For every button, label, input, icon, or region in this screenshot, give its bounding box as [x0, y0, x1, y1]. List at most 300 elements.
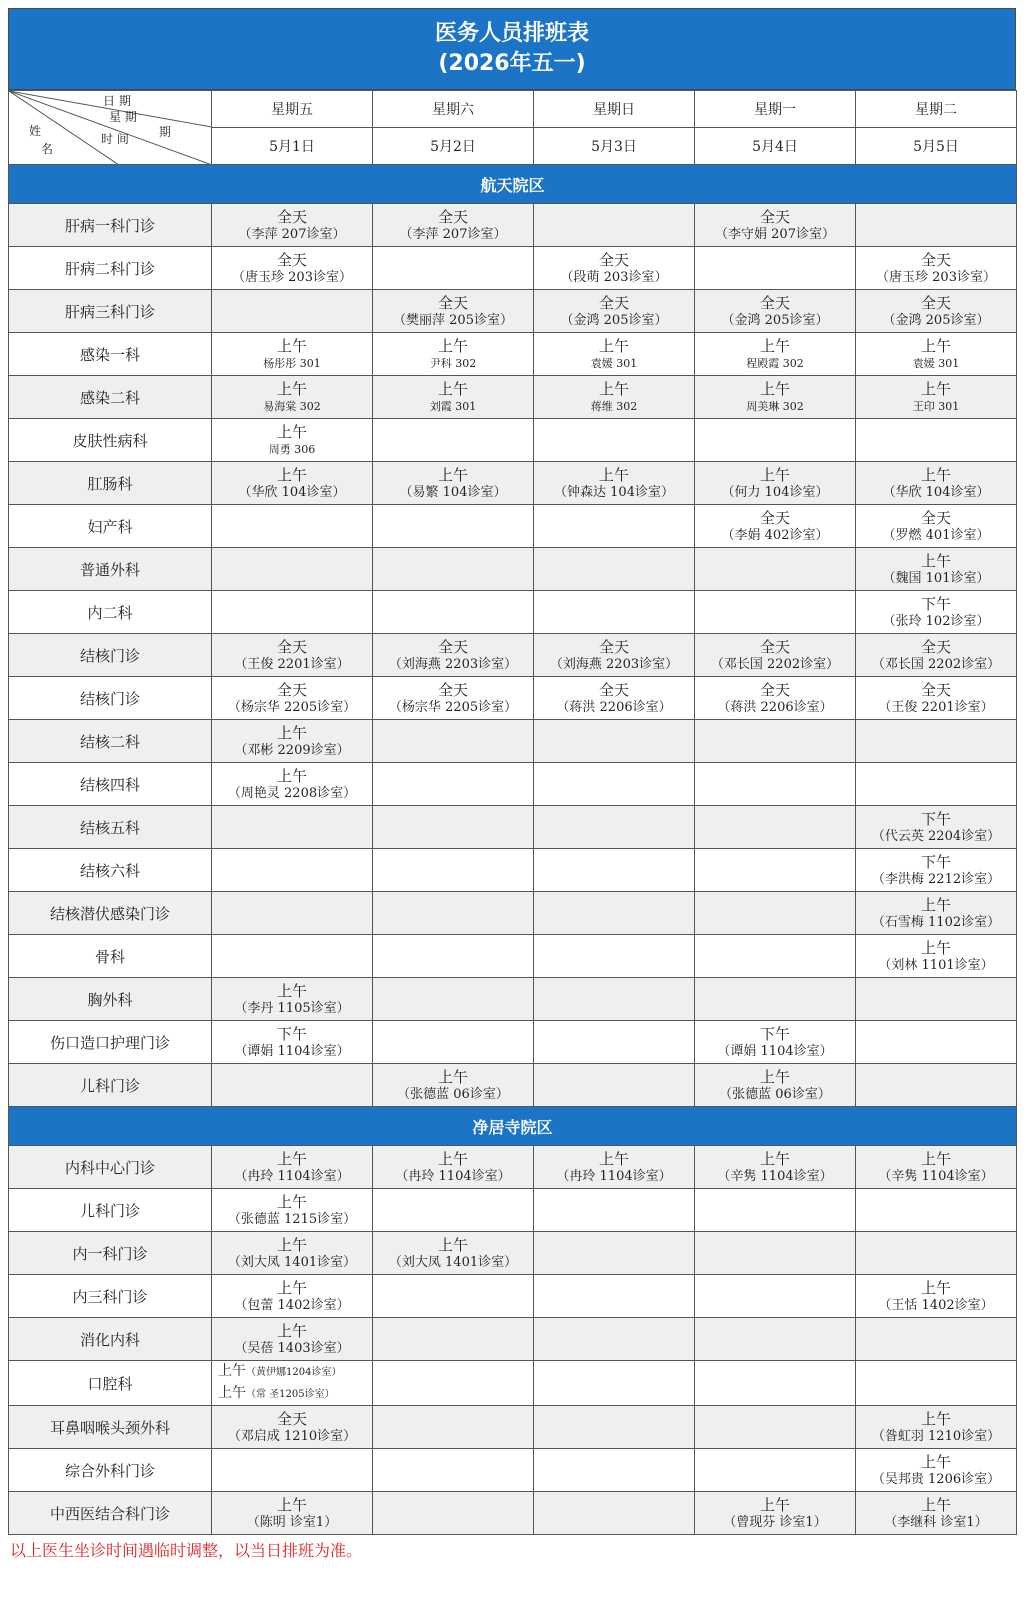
schedule-cell [212, 1406, 373, 1449]
schedule-cell [856, 1449, 1017, 1492]
shift-label: 上午 [920, 551, 951, 570]
department-name: 肝病三科门诊 [9, 290, 212, 333]
section-header: 航天院区 [9, 165, 1017, 204]
doctor-room: 杨彤彤 301 [263, 356, 321, 370]
shift-label: 上午 [598, 379, 629, 398]
schedule-cell [534, 1021, 695, 1064]
schedule-cell [212, 333, 373, 376]
shift-label: 上午 [920, 1278, 951, 1297]
shift-label: 下午 [920, 594, 951, 613]
department-name: 普通外科 [9, 548, 212, 591]
schedule-row [9, 1492, 1017, 1535]
schedule-cell [695, 333, 856, 376]
shift-label: 全天 [759, 293, 790, 312]
shift-label: 全天 [598, 637, 629, 656]
schedule-cell [534, 1064, 695, 1107]
department-name: 内三科门诊 [9, 1275, 212, 1318]
doctor-room: 蒋维 302 [590, 399, 638, 413]
schedule-row [9, 1406, 1017, 1449]
shift-label: 上午 [759, 1495, 790, 1514]
schedule-cell [373, 462, 534, 505]
department-name: 中西医结合科门诊 [9, 1492, 212, 1535]
department-name: 结核门诊 [9, 677, 212, 720]
department-name: 胸外科 [9, 978, 212, 1021]
schedule-row [9, 634, 1017, 677]
shift-label: 全天 [276, 680, 307, 699]
schedule-row [9, 1275, 1017, 1318]
shift-label: 全天 [759, 680, 790, 699]
shift-label: 上午 [598, 465, 629, 484]
weekday-header: 星期一 [695, 91, 856, 128]
schedule-cell [534, 806, 695, 849]
shift-label: 上午 [276, 1235, 307, 1254]
shift-label: 下午 [276, 1024, 307, 1043]
doctor-room: （冉玲 1104诊室） [556, 1168, 672, 1184]
schedule-row [9, 720, 1017, 763]
weekday-header: 星期六 [373, 91, 534, 128]
schedule-cell [534, 1361, 695, 1406]
schedule-cell [373, 763, 534, 806]
schedule-cell [534, 1449, 695, 1492]
section-header: 净居寺院区 [9, 1107, 1017, 1146]
schedule-row [9, 247, 1017, 290]
schedule-cell [373, 1064, 534, 1107]
doctor-room: （周艳灵 2208诊室） [227, 785, 357, 801]
schedule-cell [695, 591, 856, 634]
shift-label: 上午 [276, 422, 307, 441]
schedule-cell [534, 892, 695, 935]
schedule-cell [212, 591, 373, 634]
date-header: 5月3日 [534, 128, 695, 165]
schedule-row [9, 1361, 1017, 1406]
weekday-header: 星期日 [534, 91, 695, 128]
schedule-cell [212, 720, 373, 763]
schedule-cell [856, 1492, 1017, 1535]
corner-label-name-b: 名 [41, 142, 54, 156]
weekday-header: 星期五 [212, 91, 373, 128]
schedule-cell [534, 978, 695, 1021]
schedule-row [9, 1189, 1017, 1232]
schedule-cell [212, 1021, 373, 1064]
schedule-cell [534, 1146, 695, 1189]
schedule-cell [534, 462, 695, 505]
schedule-row [9, 1318, 1017, 1361]
schedule-cell [373, 591, 534, 634]
schedule-cell [373, 1146, 534, 1189]
schedule-cell [212, 1064, 373, 1107]
doctor-room: （王俊 2201诊室） [878, 699, 994, 715]
doctor-room: （李继科 诊室1） [884, 1514, 988, 1530]
shift-label: 全天 [598, 250, 629, 269]
schedule-cell [534, 935, 695, 978]
corner-label-date: 日 期 [103, 94, 131, 108]
shift-label: 上午 [920, 336, 951, 355]
shift-label: 上午 [276, 1495, 307, 1514]
schedule-cell [212, 1492, 373, 1535]
schedule-cell [373, 419, 534, 462]
doctor-room: （刘林 1101诊室） [878, 957, 994, 973]
schedule-cell [856, 1318, 1017, 1361]
schedule-cell [373, 333, 534, 376]
schedule-cell [373, 677, 534, 720]
doctor-room: 袁媛 301 [590, 356, 638, 370]
doctor-room: （罗燃 401诊室） [882, 527, 990, 543]
shift-label: 全天 [920, 680, 951, 699]
schedule-cell [212, 1232, 373, 1275]
page-title: 医务人员排班表 [434, 21, 589, 46]
shift-label: 上午 [276, 981, 307, 1000]
schedule-cell [695, 978, 856, 1021]
schedule-cell [212, 849, 373, 892]
doctor-room: （华欣 104诊室） [238, 484, 346, 500]
doctor-room: （石雪梅 1102诊室） [871, 914, 1001, 930]
schedule-cell [695, 763, 856, 806]
schedule-cell [373, 720, 534, 763]
shift-label: 上午 [920, 1452, 951, 1471]
schedule-cell [534, 204, 695, 247]
doctor-room: （邓长国 2202诊室） [871, 656, 1001, 672]
schedule-cell [373, 247, 534, 290]
doctor-room: （杨宗华 2205诊室） [227, 699, 357, 715]
shift-label: 全天 [276, 1409, 307, 1428]
shift-label: 全天 [437, 637, 468, 656]
schedule-row [9, 892, 1017, 935]
shift-label: 上午 [759, 336, 790, 355]
doctor-room: （金鸿 205诊室） [560, 312, 668, 328]
schedule-cell [856, 247, 1017, 290]
doctor-room: 尹科 302 [429, 356, 477, 370]
doctor-room: （张玲 102诊室） [882, 613, 990, 629]
schedule-cell [534, 1275, 695, 1318]
department-name: 感染二科 [9, 376, 212, 419]
shift-label: 上午 [218, 1385, 246, 1401]
schedule-cell [695, 1406, 856, 1449]
doctor-room: 程殿霞 302 [746, 356, 804, 370]
doctor-room: （辛隽 1104诊室） [878, 1168, 994, 1184]
schedule-cell [534, 376, 695, 419]
shift-label: 上午 [759, 465, 790, 484]
shift-label: 上午 [759, 1067, 790, 1086]
department-name: 内科中心门诊 [9, 1146, 212, 1189]
schedule-cell [212, 1449, 373, 1492]
doctor-room: （陈明 诊室1） [246, 1514, 338, 1530]
doctor-room: （刘海燕 2203诊室） [388, 656, 518, 672]
schedule-cell [856, 333, 1017, 376]
schedule-cell [212, 935, 373, 978]
schedule-row [9, 763, 1017, 806]
schedule-row [9, 1021, 1017, 1064]
schedule-cell [212, 505, 373, 548]
department-name: 综合外科门诊 [9, 1449, 212, 1492]
schedule-cell [212, 677, 373, 720]
department-name: 内二科 [9, 591, 212, 634]
schedule-cell [212, 763, 373, 806]
schedule-cell [534, 548, 695, 591]
shift-label: 上午 [920, 1149, 951, 1168]
schedule-row [9, 290, 1017, 333]
doctor-room: （唐玉珍 203诊室） [876, 269, 996, 285]
shift-label: 全天 [276, 250, 307, 269]
schedule-cell [534, 1189, 695, 1232]
department-name: 口腔科 [9, 1361, 212, 1406]
department-name: 伤口造口护理门诊 [9, 1021, 212, 1064]
schedule-row [9, 935, 1017, 978]
shift-label: 全天 [759, 508, 790, 527]
department-name: 皮肤性病科 [9, 419, 212, 462]
corner-label-week: 星 期 [109, 110, 137, 124]
schedule-cell [373, 1275, 534, 1318]
shift-label: 全天 [437, 207, 468, 226]
doctor-room: （张德蓝 1215诊室） [227, 1211, 357, 1227]
shift-label: 上午 [276, 723, 307, 742]
date-header: 5月5日 [856, 128, 1017, 165]
schedule-cell [212, 892, 373, 935]
doctor-room: （张德蓝 06诊室） [719, 1086, 831, 1102]
schedule-cell [534, 677, 695, 720]
schedule-cell [856, 1146, 1017, 1189]
doctor-room: （王俊 2201诊室） [234, 656, 350, 672]
shift-label: 下午 [759, 1024, 790, 1043]
schedule-cell [212, 978, 373, 1021]
schedule-cell [695, 634, 856, 677]
schedule-cell [373, 548, 534, 591]
department-name: 肛肠科 [9, 462, 212, 505]
schedule-cell [856, 1064, 1017, 1107]
doctor-room: 易海棠 302 [263, 399, 321, 413]
schedule-cell [695, 1232, 856, 1275]
schedule-row [9, 419, 1017, 462]
shift-label: 全天 [276, 637, 307, 656]
doctor-room: 袁媛 301 [912, 356, 960, 370]
doctor-room: （刘海燕 2203诊室） [549, 656, 679, 672]
doctor-room: （金鸿 205诊室） [882, 312, 990, 328]
doctor-room: 周美琳 302 [746, 399, 804, 413]
schedule-cell [695, 1275, 856, 1318]
corner-label-name-a: 姓 [29, 124, 42, 138]
shift-label: 全天 [759, 637, 790, 656]
doctor-room: （李洪梅 2212诊室） [871, 871, 1001, 887]
schedule-cell [695, 376, 856, 419]
department-name: 耳鼻咽喉头颈外科 [9, 1406, 212, 1449]
shift-label: 全天 [437, 680, 468, 699]
schedule-cell [534, 849, 695, 892]
department-name: 结核四科 [9, 763, 212, 806]
shift-label: 上午 [276, 1192, 307, 1211]
schedule-cell [534, 505, 695, 548]
doctor-room: 周勇 306 [268, 442, 316, 456]
doctor-room: （谭娟 1104诊室） [717, 1043, 833, 1059]
doctor-room: （冉玲 1104诊室） [395, 1168, 511, 1184]
schedule-cell [373, 849, 534, 892]
doctor-room: （张德蓝 06诊室） [397, 1086, 509, 1102]
date-header: 5月1日 [212, 128, 373, 165]
schedule-cell [695, 204, 856, 247]
schedule-cell [856, 376, 1017, 419]
doctor-room: 刘霞 301 [429, 399, 477, 413]
schedule-cell [373, 1361, 534, 1406]
department-name: 感染一科 [9, 333, 212, 376]
schedule-cell [534, 1492, 695, 1535]
schedule-cell [856, 806, 1017, 849]
schedule-cell [695, 548, 856, 591]
footer-note: 以上医生坐诊时间遇临时调整，以当日排班为准。 [10, 1541, 363, 1560]
doctor-room: （邓彬 2209诊室） [234, 742, 350, 758]
schedule-cell [856, 1275, 1017, 1318]
department-name: 内一科门诊 [9, 1232, 212, 1275]
schedule-row [9, 462, 1017, 505]
schedule-cell [695, 1064, 856, 1107]
schedule-cell [695, 247, 856, 290]
schedule-cell [534, 1406, 695, 1449]
schedule-row [9, 333, 1017, 376]
schedule-cell [856, 591, 1017, 634]
doctor-room: （刘大凤 1401诊室） [227, 1254, 357, 1270]
doctor-room: （吴邦贵 1206诊室） [871, 1471, 1001, 1487]
doctor-room: （昝虹羽 1210诊室） [871, 1428, 1001, 1444]
schedule-cell [856, 892, 1017, 935]
corner-header [9, 91, 212, 165]
schedule-cell [695, 1449, 856, 1492]
doctor-room: （李娟 402诊室） [721, 527, 829, 543]
title-bar [8, 8, 1016, 90]
schedule-row [9, 849, 1017, 892]
shift-label: 全天 [598, 293, 629, 312]
schedule-cell [856, 849, 1017, 892]
schedule-cell [534, 290, 695, 333]
shift-label: 上午 [437, 1149, 468, 1168]
doctor-room: （金鸿 205诊室） [721, 312, 829, 328]
shift-label: 上午 [759, 379, 790, 398]
schedule-row [9, 806, 1017, 849]
schedule-cell [695, 1146, 856, 1189]
schedule-row [9, 204, 1017, 247]
department-name: 肝病一科门诊 [9, 204, 212, 247]
shift-label: 全天 [920, 637, 951, 656]
schedule-cell [856, 505, 1017, 548]
doctor-room: 王印 301 [912, 399, 960, 413]
doctor-room: （邓长国 2202诊室） [710, 656, 840, 672]
shift-label: 全天 [276, 207, 307, 226]
schedule-cell [373, 935, 534, 978]
department-name: 结核五科 [9, 806, 212, 849]
schedule-sheet [8, 8, 1016, 1535]
schedule-cell [856, 548, 1017, 591]
doctor-room: （李守娟 207诊室） [715, 226, 835, 242]
doctor-room: （吴蓓 1403诊室） [234, 1340, 350, 1356]
schedule-cell [373, 505, 534, 548]
schedule-cell [856, 419, 1017, 462]
shift-label: 上午 [437, 465, 468, 484]
doctor-room: （代云英 2204诊室） [871, 828, 1001, 844]
doctor-room: （曾现芬 诊室1） [723, 1514, 827, 1530]
doctor-room: （李丹 1105诊室） [234, 1000, 350, 1016]
doctor-room: （樊丽萍 205诊室） [393, 312, 513, 328]
schedule-cell [534, 720, 695, 763]
shift-label: 上午 [920, 895, 951, 914]
schedule-cell [212, 376, 373, 419]
schedule-cell [212, 1146, 373, 1189]
department-name: 结核二科 [9, 720, 212, 763]
shift-label: 全天 [598, 680, 629, 699]
shift-label: 上午 [598, 336, 629, 355]
shift-label: 全天 [759, 207, 790, 226]
schedule-cell [534, 1318, 695, 1361]
shift-label: 上午 [276, 766, 307, 785]
schedule-cell [534, 1232, 695, 1275]
schedule-cell [695, 935, 856, 978]
doctor-room: （华欣 104诊室） [882, 484, 990, 500]
schedule-cell [695, 1021, 856, 1064]
page-subtitle: (2026年五一) [438, 51, 586, 76]
shift-label: 上午 [437, 379, 468, 398]
schedule-cell [856, 720, 1017, 763]
schedule-cell [373, 978, 534, 1021]
schedule-cell [212, 548, 373, 591]
doctor-room: （包蕾 1402诊室） [234, 1297, 350, 1313]
schedule-cell [695, 1492, 856, 1535]
schedule-cell [695, 1189, 856, 1232]
shift-label: 上午 [598, 1149, 629, 1168]
schedule-cell [856, 1361, 1017, 1406]
schedule-cell [534, 591, 695, 634]
schedule-cell [695, 1361, 856, 1406]
schedule-cell [695, 505, 856, 548]
department-name: 妇产科 [9, 505, 212, 548]
schedule-cell [212, 634, 373, 677]
schedule-row [9, 677, 1017, 720]
doctor-room: （王恬 1402诊室） [878, 1297, 994, 1313]
doctor-room: （杨宗华 2205诊室） [388, 699, 518, 715]
department-name: 儿科门诊 [9, 1189, 212, 1232]
schedule-cell [212, 806, 373, 849]
schedule-cell [373, 1406, 534, 1449]
schedule-cell [373, 1449, 534, 1492]
schedule-row [9, 1146, 1017, 1189]
doctor-room: （常 圣1205诊室） [246, 1389, 335, 1400]
schedule-cell [534, 247, 695, 290]
date-header: 5月4日 [695, 128, 856, 165]
doctor-room: （冉玲 1104诊室） [234, 1168, 350, 1184]
schedule-cell [373, 634, 534, 677]
shift-label: 上午 [276, 1278, 307, 1297]
schedule-cell [695, 806, 856, 849]
shift-label: 上午 [276, 379, 307, 398]
schedule-row [9, 1449, 1017, 1492]
doctor-room: （黄伊娜1204诊室） [246, 1367, 342, 1378]
schedule-cell [856, 935, 1017, 978]
corner-label-time: 时 间 [101, 132, 129, 146]
schedule-row [9, 505, 1017, 548]
schedule-cell [856, 763, 1017, 806]
department-name: 消化内科 [9, 1318, 212, 1361]
doctor-room: （辛隽 1104诊室） [717, 1168, 833, 1184]
shift-label: 上午 [920, 938, 951, 957]
shift-label: 上午 [920, 1495, 951, 1514]
department-name: 肝病二科门诊 [9, 247, 212, 290]
doctor-room: （钟森达 104诊室） [554, 484, 674, 500]
shift-label: 全天 [920, 250, 951, 269]
shift-label: 上午 [437, 1067, 468, 1086]
schedule-cell [212, 462, 373, 505]
schedule-cell [695, 462, 856, 505]
shift-label: 下午 [920, 852, 951, 871]
schedule-cell [856, 634, 1017, 677]
doctor-room: （刘大凤 1401诊室） [388, 1254, 518, 1270]
schedule-cell [695, 290, 856, 333]
schedule-cell [856, 204, 1017, 247]
corner-label-period: 期 [159, 125, 172, 139]
schedule-cell [212, 419, 373, 462]
